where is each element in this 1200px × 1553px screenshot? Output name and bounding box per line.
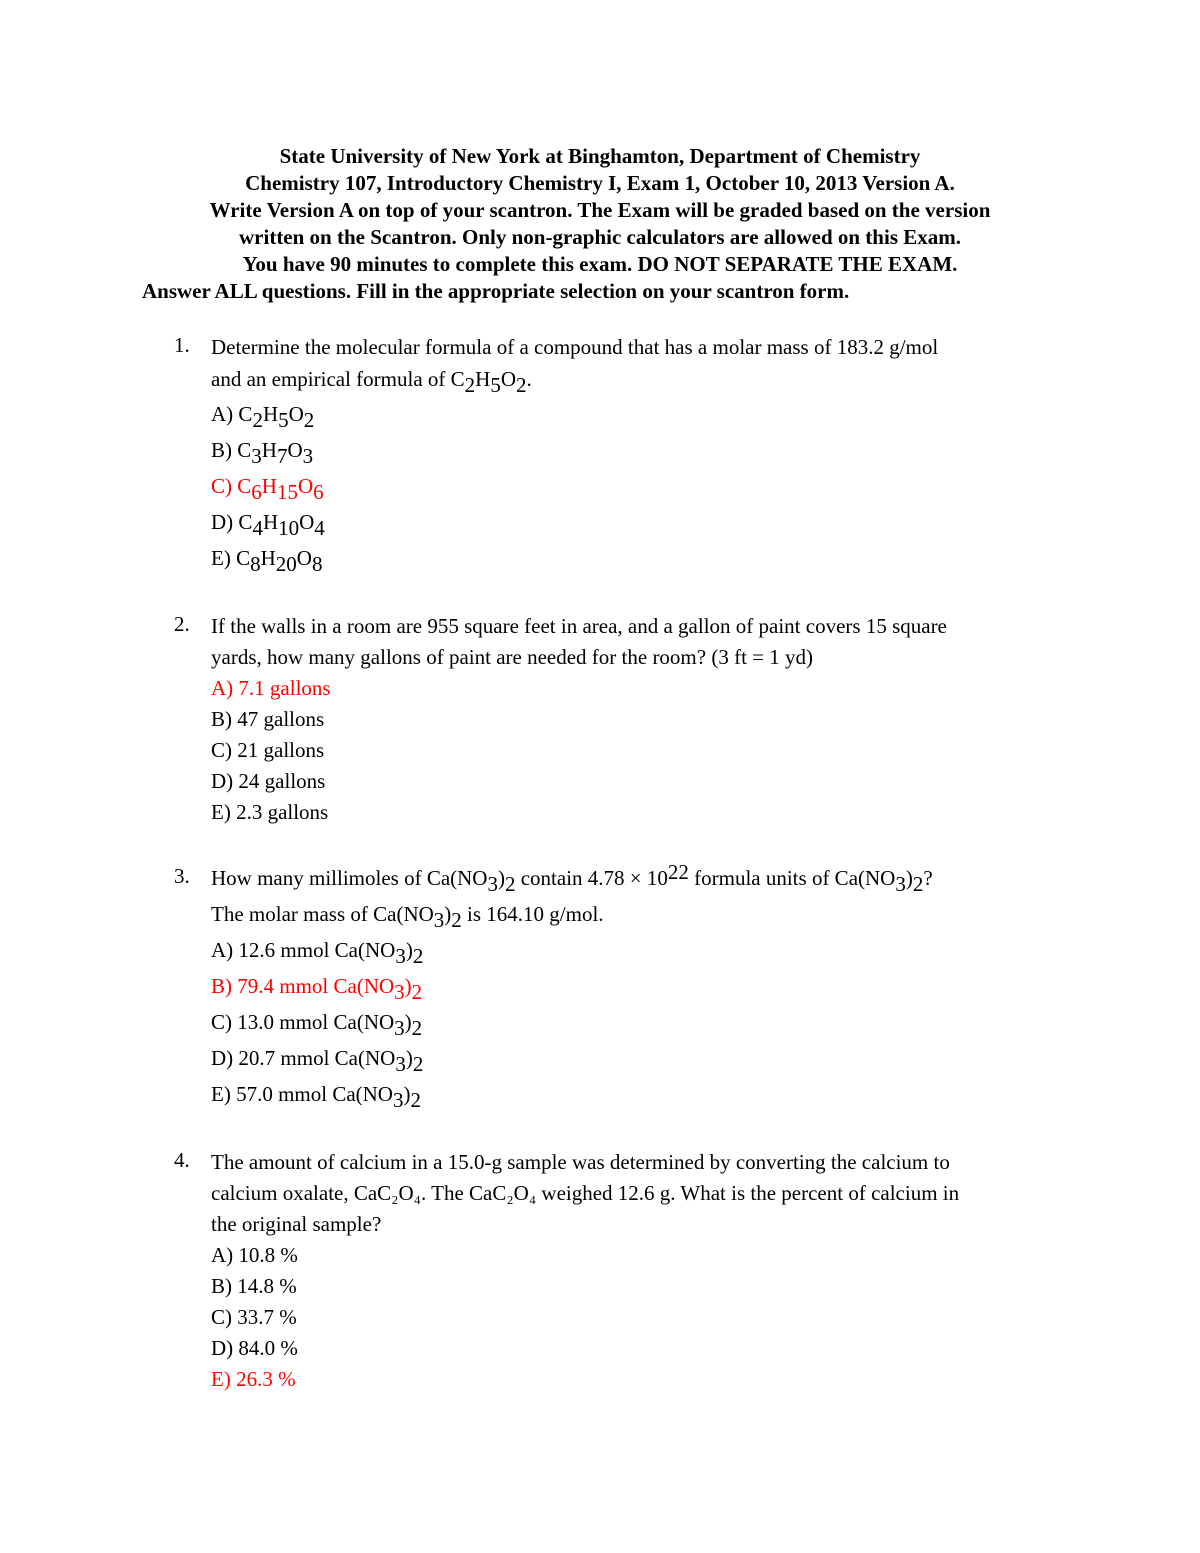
- option-d[interactable]: D) 20.7 mmol $Ca(NO_3)_2$: [211, 1046, 424, 1076]
- option-d[interactable]: D) $C_4H_{10}O_4$: [211, 510, 325, 540]
- exam-header: [0, 143, 1200, 305]
- question-number: 3.: [174, 864, 190, 888]
- option-e[interactable]: E) 2.3 gallons: [211, 800, 329, 824]
- header-course: Chemistry 107, Introductory Chemistry I, Exam 1, October 10, 2013 Version A.: [245, 171, 955, 195]
- option-c-correct[interactable]: C) $C_6H_{15}O_6$: [211, 474, 324, 504]
- option-c[interactable]: C) 21 gallons: [211, 738, 325, 762]
- question-stem: [211, 333, 1091, 397]
- header-time-instruction: You have 90 minutes to complete this exam. DO NOT SEPARATE THE EXAM.: [242, 252, 958, 276]
- answer-options: [211, 397, 911, 577]
- option-a[interactable]: A) 12.6 mmol $Ca(NO_3)_2$: [211, 938, 424, 968]
- answer-options: [211, 1241, 911, 1396]
- stem-line: Determine the molecular formula of a compound that has a molar mass of 183.2 g/mol: [211, 335, 939, 359]
- option-e[interactable]: E) 57.0 mmol $Ca(NO_3)_2$: [211, 1082, 421, 1112]
- header-university: State University of New York at Binghamton, Department of Chemistry: [279, 144, 921, 168]
- option-e[interactable]: E) $C_8H_{20}O_8$: [211, 546, 323, 576]
- answer-options: [211, 674, 911, 829]
- stem-text: .: [526, 367, 532, 391]
- option-c[interactable]: C) 13.0 mmol $Ca(NO_3)_2$: [211, 1010, 423, 1040]
- stem-text: and an empirical formula of C: [211, 367, 465, 391]
- question-stem: [211, 612, 1091, 674]
- question-stem: [211, 1148, 1091, 1241]
- stem-line: How many millimoles of $Ca(NO_3)_2$ contain $4.78 \times 10^{22}$ formula units of $Ca(NO_3)_2$?: [211, 860, 933, 896]
- question-number: 1.: [174, 333, 190, 357]
- stem-line: yards, how many gallons of paint are needed for the room? (3 ft = 1 yd): [211, 645, 813, 669]
- question-stem: [211, 860, 1091, 936]
- header-answer-instruction: Answer ALL questions. Fill in the appropriate selection on your scantron form.: [142, 279, 850, 303]
- stem-line: the original sample?: [211, 1212, 382, 1236]
- header-version-instruction: Write Version A on top of your scantron. The Exam will be graded based on the version: [209, 198, 991, 222]
- header-calculator-instruction: written on the Scantron. Only non-graphic calculators are allowed on this Exam.: [239, 225, 961, 249]
- option-b-correct[interactable]: B) 79.4 mmol $Ca(NO_3)_2$: [211, 974, 423, 1004]
- option-d[interactable]: D) 24 gallons: [211, 769, 326, 793]
- option-a[interactable]: A) $C_2H_5O_2$: [211, 402, 315, 432]
- question-number: 4.: [174, 1148, 190, 1172]
- answer-options: [211, 936, 911, 1116]
- stem-line: The molar mass of $Ca(NO_3)_2$ is 164.10 g/mol.: [211, 902, 604, 932]
- stem-line: The amount of calcium in a 15.0-g sample was determined by converting the calcium to: [211, 1150, 950, 1174]
- stem-line: calcium oxalate, CaC₂O₄. The CaC₂O₄ weighed 12.6 g. What is the percent of calcium in: [211, 1181, 960, 1205]
- option-a[interactable]: A) 10.8 %: [211, 1243, 298, 1267]
- stem-line: If the walls in a room are 955 square feet in area, and a gallon of paint covers 15 square: [211, 614, 947, 638]
- option-a-correct[interactable]: A) 7.1 gallons: [211, 676, 331, 700]
- option-e-correct[interactable]: E) 26.3 %: [211, 1367, 296, 1391]
- option-b[interactable]: B) 14.8 %: [211, 1274, 297, 1298]
- stem-line: and an empirical formula of $C_2H_5O_2$.: [211, 367, 532, 397]
- question-number: 2.: [174, 612, 190, 636]
- option-d[interactable]: D) 84.0 %: [211, 1336, 298, 1360]
- option-b[interactable]: B) $C_3H_7O_3$: [211, 438, 314, 468]
- option-c[interactable]: C) 33.7 %: [211, 1305, 297, 1329]
- option-b[interactable]: B) 47 gallons: [211, 707, 325, 731]
